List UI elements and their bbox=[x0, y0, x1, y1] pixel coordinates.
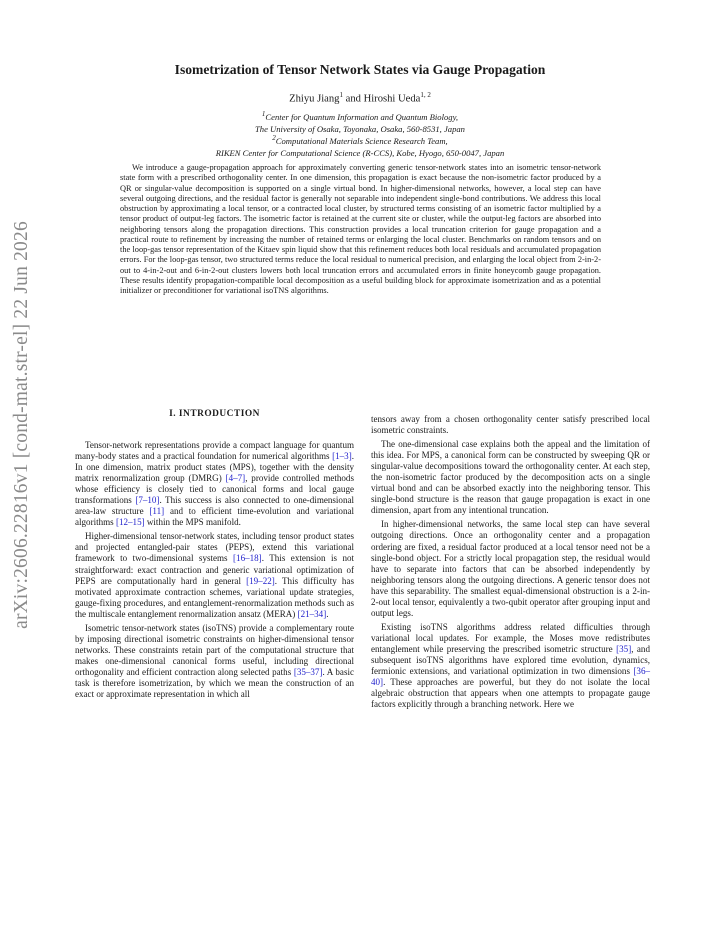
paragraph-text: . bbox=[326, 608, 329, 619]
paragraph-text: The one-dimensional case explains both the appeal and the limitation of this idea. For MPS, a canonical form can be constructed by sweeping QR or singular-value decompositions toward the orthogonality center. At each step, the non-isometric factor produced by the decomposition acts on a single virtual bond and can be absorbed exactly into the neighboring tensor. This single-bond structure is the reason that gauge propagation is exact in one dimension, apart from any intentional truncation. bbox=[371, 439, 650, 516]
author-affiliation-mark: 1 bbox=[339, 91, 343, 99]
paragraph bbox=[371, 622, 650, 710]
affiliation-text: The University of Osaka, Toyonaka, Osaka, 560-8531, Japan bbox=[255, 123, 465, 134]
paper-title: Isometrization of Tensor Network States via Gauge Propagation bbox=[174, 62, 546, 77]
paragraph-text: . These approaches are powerful, but they do not isolate the local algebraic obstruction that appears when one attempts to propagate gauge factors explicitly through a branching network. Here we bbox=[371, 677, 650, 710]
right-column bbox=[371, 414, 650, 713]
citation-link[interactable]: [19–22] bbox=[246, 575, 275, 586]
arxiv-sidebar bbox=[2, 215, 42, 635]
paragraph-text: Isometric tensor-network states (isoTNS) provide a complementary route by imposing directional isometric constraints on higher-dimensional tensor networks. These constraints retain part of the computational structure that makes one-dimensional canonical forms useful, including directional orthogonality and efficient contraction along selected paths bbox=[75, 622, 354, 677]
right-column-body bbox=[371, 414, 650, 710]
citation-link[interactable]: [21–34] bbox=[297, 608, 327, 619]
citation-link[interactable]: [12–15] bbox=[115, 517, 145, 528]
paragraph bbox=[371, 414, 650, 436]
affiliation-text: RIKEN Center for Computational Science (R-CCS), Kobe, Hyogo, 650-0047, Japan bbox=[215, 147, 505, 158]
paragraph bbox=[75, 531, 354, 619]
citation-link[interactable]: [7–10] bbox=[135, 495, 160, 506]
paragraph-text: , provide controlled methods whose efficiency is closely tied to canonical forms and local gauge transformations bbox=[75, 473, 354, 506]
abstract: We introduce a gauge-propagation approach for approximately converting generic tensor-network states into an isometric tensor-network state form with a prescribed orthogonality center. In one dimension, this propagation is exact because the non-isometric factor produced by a QR or singular-value decomposition is supported on a single virtual bond. In higher-dimensional networks, however, a local step can have several outgoing directions, and the residual factor is generally not separable into independent single-bond contributions. We address this local obstruction by approximating a local tensor, or a contracted local cluster, by structured terms consisting of an isometric factor multiplied by a tensor product of output-leg factors. The isometric factor is retained at the current site or cluster, while the output-leg factors are absorbed into neighboring tensors along the propagation directions. This construction provides a local truncation criterion for gauge propagation and a practical route to refinement by increasing the number of retained terms or enlarging the local cluster. Benchmarks on random tensors and on the loop-gas tensor representation of the Kitaev spin liquid show that this refinement reduces both local residuals and accumulated propagation errors. For the loop-gas tensor, two structured terms reduce the local residual to numerical precision, and enlarging the local object from 2-in-2-out to 4-in-2-out and 6-in-2-out clusters lowers both local truncation errors and accumulated errors in finite honeycomb gauge propagation. These results identify propagation-compatible local decomposition as a useful building block for approximate isometrization and as a potential initializer or preconditioner for variational isoTNS algorithms. bbox=[120, 163, 601, 295]
paragraph bbox=[371, 439, 650, 516]
citation-link[interactable]: [35–37] bbox=[293, 666, 323, 677]
author-name: Zhiyu Jiang bbox=[289, 93, 340, 105]
affiliation-mark: 1 bbox=[261, 110, 266, 118]
citation-link[interactable]: [11] bbox=[149, 506, 165, 517]
paragraph-text: , and subsequent isoTNS algorithms have explored time evolution, dynamics, fermionic extensions, and variational optimization in two dimensions bbox=[371, 643, 650, 677]
paragraph bbox=[75, 440, 354, 528]
paragraph-text: and to efficient time-evolution and variational algorithms bbox=[75, 506, 355, 528]
paragraph-text: Higher-dimensional tensor-network states, including tensor product states and projected entangled-pair states (PEPS), extend this variational framework to two-dimensional systems bbox=[75, 531, 354, 564]
author-line bbox=[0, 91, 720, 105]
citation-link[interactable]: [35] bbox=[616, 643, 632, 654]
citation-link[interactable]: [4–7] bbox=[225, 473, 246, 484]
affiliation-text: Computational Materials Science Research Team, bbox=[275, 135, 448, 146]
affiliation-text: Center for Quantum Information and Quantum Biology, bbox=[265, 111, 459, 122]
paragraph-text: within the MPS manifold. bbox=[144, 517, 241, 528]
paragraph-text: . In one dimension, matrix product states (MPS), together with the density matrix renormalization group (DMRG) bbox=[75, 451, 354, 484]
author-conjunction: and bbox=[345, 93, 361, 105]
affiliation-line bbox=[0, 145, 720, 159]
citation-link[interactable]: [16–18] bbox=[233, 553, 262, 564]
author-name: Hiroshi Ueda bbox=[363, 93, 421, 105]
left-column bbox=[75, 409, 354, 703]
paragraph-text: . This difficulty has motivated approximate contraction schemes, variational update strategies, gauge-fixing procedures, and entanglement-renormalization methods such as the multiscale entanglement renormalization ansatz (MERA) bbox=[75, 575, 354, 619]
paragraph-text: In higher-dimensional networks, the same local step can have several outgoing directions. Once an orthogonality center and a propagation ordering are fixed, a residual factor produced at a local tensor need not be a single-bond object. For a strictly local propagation step, the residual would have to separate into factors that can be absorbed independently by neighboring tensors along the outgoing directions. A generic tensor does not have this separability. The smallest equal-dimensional obstruction is a 2-in-2-out local tensor, equivalently a two-qubit operator after grouping input and output legs. bbox=[371, 519, 650, 618]
citation-link[interactable]: [1–3] bbox=[332, 451, 352, 462]
paragraph-text: tensors away from a chosen orthogonality center satisfy prescribed local isometric constraints. bbox=[371, 414, 650, 436]
left-column-body bbox=[75, 440, 354, 700]
paragraph bbox=[75, 623, 354, 700]
paragraph-text: Tensor-network representations provide a compact language for quantum many-body states and a practical foundation for numerical algorithms bbox=[75, 440, 354, 462]
author-affiliation-mark: 1, 2 bbox=[420, 91, 431, 99]
paragraph-text: . This extension is not straightforward: exact contraction and generic variational optimization of PEPS are computationally hard in general bbox=[75, 553, 355, 586]
paragraph-text: . This success is also connected to one-dimensional area-law structure bbox=[75, 495, 354, 517]
arxiv-identifier: arXiv:2606.22816v1 [cond-mat.str-el] 22 Jun 2026 bbox=[11, 221, 32, 629]
section-heading: I. INTRODUCTION bbox=[169, 409, 260, 419]
citation-link[interactable]: [36–40] bbox=[371, 666, 650, 688]
paragraph bbox=[371, 519, 650, 618]
paragraph-text: Existing isoTNS algorithms address related difficulties through variational local updates. For example, the Moses move redistributes entanglement while preserving the prescribed isometric structure bbox=[371, 621, 650, 654]
affiliation-mark: 2 bbox=[272, 134, 276, 142]
paragraph-text: . A basic task is therefore isometrization, by which we mean the construction of an exact or approximate representation in which all bbox=[75, 666, 354, 700]
